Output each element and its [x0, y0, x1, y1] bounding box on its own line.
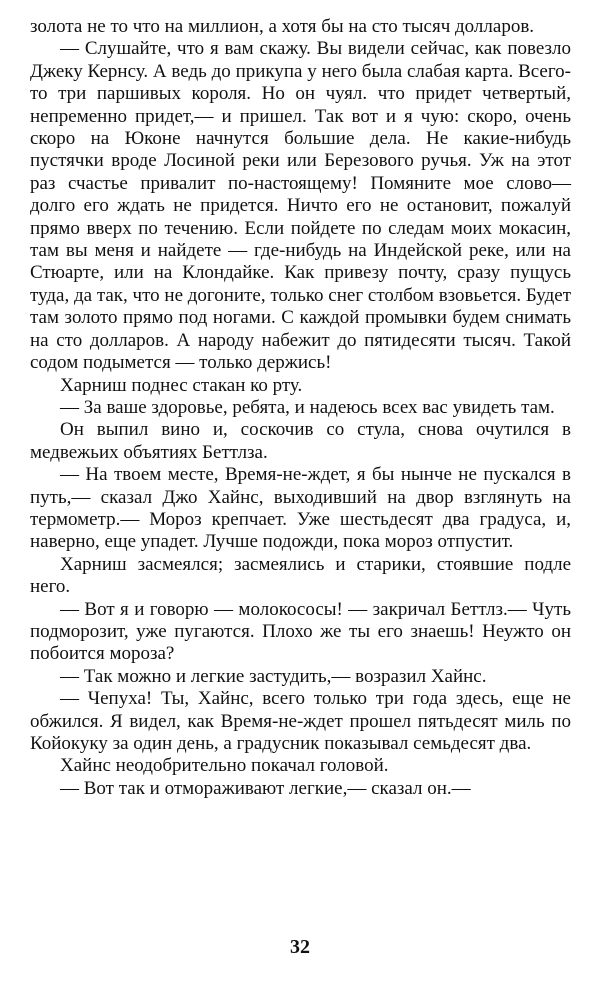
paragraph: Он выпил вино и, соскочив со стула, снова очутился в медвежьих объятиях Беттлза.: [30, 419, 571, 463]
paragraph: — Вот я и говорю — молокососы! — закричал Беттлз.— Чуть подморозит, уже пугаются. Плохо же ты его знаешь! Неужто он побоится мороза?: [30, 598, 571, 665]
paragraph: Харниш поднес стакан ко рту.: [60, 374, 303, 396]
page-number: 32: [290, 936, 310, 958]
paragraph: — Чепуха! Ты, Хайнс, всего только три года здесь, еще не обжился. Я видел, как Время-не-ждет прошел пятьдесят миль по Койокуку за один день, а градусник показывал семьдесят два.: [30, 688, 571, 754]
paragraph: Харниш засмеялся; засмеялись и старики, стоявшие подле него.: [30, 553, 571, 598]
paragraph: — Слушайте, что я вам скажу. Вы видели сейчас, как повезло Джеку Кернсу. А ведь до прикупа у него была слабая карта. Всего-то три паршивых короля. Но он чуял. что придет четвертый, непременно придет,— и пришел. Так вот и я чую: скоро, очень скоро на Юконе начнутся большие дела. Не какие-нибудь пустячки вроде Лосиной реки или Березового ручья. Уж на этот раз счастье привалит по-настоящему! Помяните мое слово— долго его ждать не придется. Ничто его не остановит, пожалуй прямо вверх по течению. Если пойдете по следам моих мокасин, там вы меня и найдете — где-нибудь на Индейской реке, или на Стюарте, или на Клондайке. Как привезу почту, сразу пущусь туда, да так, что не догоните, только снег столбом взовьется. Будет там золото прямо под ногами. С каждой промывки будем снимать на сто долларов. А народу набежит до пятидесяти тысяч. Такой содом подымется — только держись!: [30, 38, 571, 374]
paragraph: — Вот так и отмораживают легкие,— сказал он.—: [60, 777, 471, 799]
paragraph: — За ваше здоровье, ребята, и надеюсь всех вас увидеть там.: [60, 396, 555, 418]
paragraph: золота не то что на миллион, а хотя бы на сто тысяч долларов.: [30, 16, 535, 37]
paragraph: — Так можно и легкие застудить,— возразил Хайнс.: [60, 665, 487, 687]
paragraph: — На твоем месте, Время-не-ждет, я бы нынче не пускался в путь,— сказал Джо Хайнс, выходивший на двор взглянуть на термометр.— Мороз крепчает. Уже шестьдесят два градуса, и, наверно, еще упадет. Лучше подожди, пока мороз отпустит.: [30, 464, 571, 553]
paragraph: Хайнс неодобрительно покачал головой.: [60, 755, 389, 777]
book-page: [30, 16, 571, 800]
